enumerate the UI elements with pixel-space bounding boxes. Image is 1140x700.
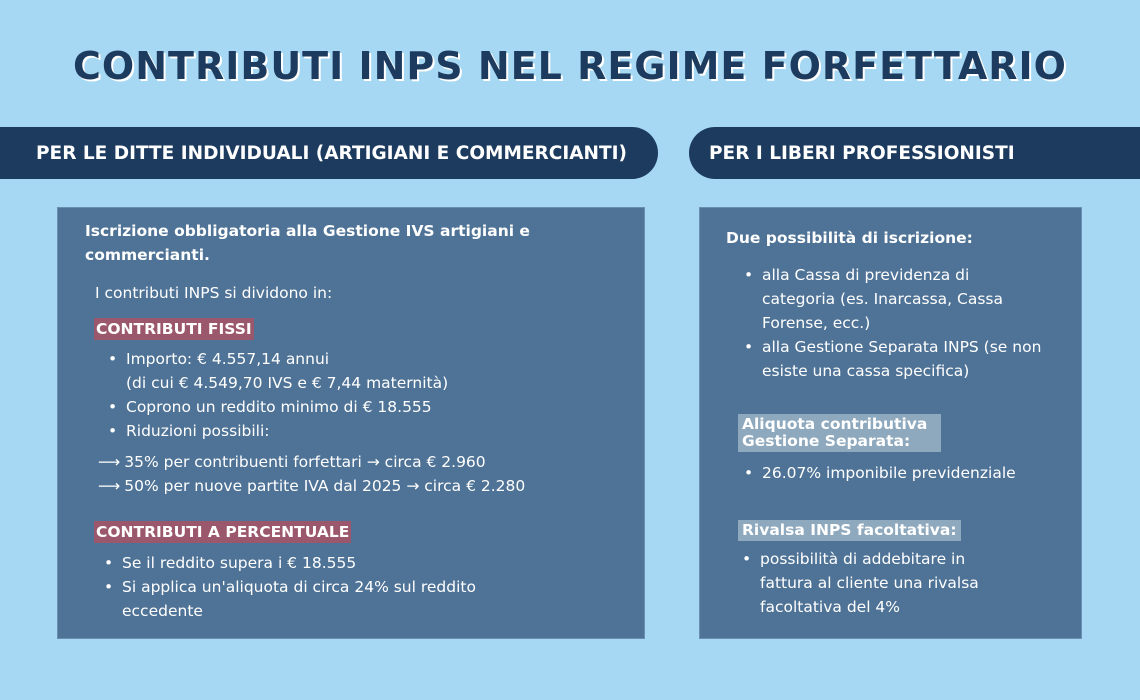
left-intro: I contributi INPS si dividono in: bbox=[95, 284, 333, 302]
aliquota-list bbox=[744, 461, 1064, 485]
list-item: • Importo: € 4.557,14 annui (di cui € 4.549,70 IVS e € 7,44 maternità) bbox=[108, 347, 448, 395]
list-item: • possibilità di addebitare in fattura al cliente una rivalsa facoltativa del 4% bbox=[742, 547, 1022, 619]
tag-contributi-percentuale: CONTRIBUTI A PERCENTUALE bbox=[96, 523, 350, 541]
options-list bbox=[744, 263, 1044, 383]
list-item: • alla Cassa di previdenza di categoria (es. Inarcassa, Cassa Forense, ecc.) bbox=[744, 263, 1044, 335]
reduction-line: ⟶ 35% per contribuenti forfettari → circa € 2.960 bbox=[98, 453, 486, 471]
tag-rivalsa-inps: Rivalsa INPS facoltativa: bbox=[738, 520, 961, 541]
rivalsa-list bbox=[742, 547, 1022, 619]
long-arrow-icon: ⟶ bbox=[98, 453, 121, 471]
tag-contributi-fissi: CONTRIBUTI FISSI bbox=[96, 320, 252, 338]
banner-liberi-professionisti bbox=[689, 127, 1140, 179]
banner-ditte-individuali bbox=[0, 127, 658, 179]
list-item: • Coprono un reddito minimo di € 18.555 bbox=[108, 395, 448, 419]
tag-aliquota-gestione-separata: Aliquota contributiva Gestione Separata: bbox=[738, 414, 941, 452]
banner-left-label: PER LE DITTE INDIVIDUALI (ARTIGIANI E COMMERCIANTI) bbox=[36, 142, 627, 164]
left-heading: Iscrizione obbligatoria alla Gestione IVS artigiani e commercianti. bbox=[85, 222, 530, 264]
reduction-line: ⟶ 50% per nuove partite IVA dal 2025 → circa € 2.280 bbox=[98, 477, 526, 495]
list-item: • alla Gestione Separata INPS (se non esiste una cassa specifica) bbox=[744, 335, 1044, 383]
page-title: CONTRIBUTI INPS NEL REGIME FORFETTARIO bbox=[73, 44, 1067, 88]
list-item: • Riduzioni possibili: bbox=[108, 419, 448, 443]
long-arrow-icon: ⟶ bbox=[98, 477, 121, 495]
fixed-list bbox=[108, 347, 448, 443]
list-item: • Se il reddito supera i € 18.555 bbox=[104, 551, 524, 575]
panel-liberi-professionisti bbox=[699, 207, 1082, 639]
list-item: • Si applica un'aliquota di circa 24% sul reddito eccedente bbox=[104, 575, 524, 623]
banner-right-label: PER I LIBERI PROFESSIONISTI bbox=[709, 142, 1015, 164]
percent-list bbox=[104, 551, 524, 623]
list-item: • 26.07% imponibile previdenziale bbox=[744, 461, 1064, 485]
panel-ditte-individuali bbox=[57, 207, 645, 639]
right-heading: Due possibilità di iscrizione: bbox=[726, 229, 973, 247]
